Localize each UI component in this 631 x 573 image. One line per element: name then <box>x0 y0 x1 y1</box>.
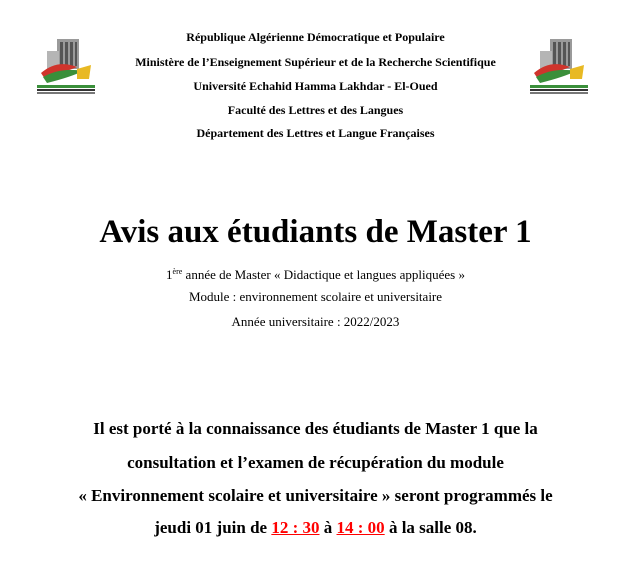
announcement-line-1: Il est porté à la connaissance des étudiants de Master 1 que la <box>93 419 538 438</box>
header-department: Département des Lettres et Langue Françaises <box>196 126 435 140</box>
announcement-line-2: consultation et l’examen de récupération du module <box>127 453 504 472</box>
program-line <box>0 263 631 283</box>
header-republic: République Algérienne Démocratique et Populaire <box>186 30 445 44</box>
page-title: Avis aux étudiants de Master 1 <box>99 214 532 250</box>
end-time: 14 : 00 <box>336 518 385 537</box>
year-number: 1 <box>166 267 173 282</box>
header-faculty: Faculté des Lettres et des Langues <box>227 103 404 117</box>
time-connector: à <box>319 518 337 537</box>
room-text: à la salle 08. <box>384 518 477 537</box>
header-university: Université Echahid Hamma Lakhdar - El-Oued <box>193 79 438 93</box>
announcement-line-3: « Environnement scolaire et universitaire » seront programmés le <box>78 486 553 505</box>
header-ministry: Ministère de l’Enseignement Supérieur et de la Recherche Scientifique <box>135 55 496 69</box>
date-text: jeudi 01 juin de <box>154 518 272 537</box>
module-line: Module : environnement scolaire et universitaire <box>188 289 443 304</box>
academic-year-line: Année universitaire : 2022/2023 <box>231 314 400 329</box>
announcement-line-4 <box>0 517 631 539</box>
year-superscript: ère <box>172 267 183 276</box>
start-time: 12 : 30 <box>271 518 320 537</box>
program-name: année de Master « Didactique et langues appliquées » <box>182 267 465 282</box>
